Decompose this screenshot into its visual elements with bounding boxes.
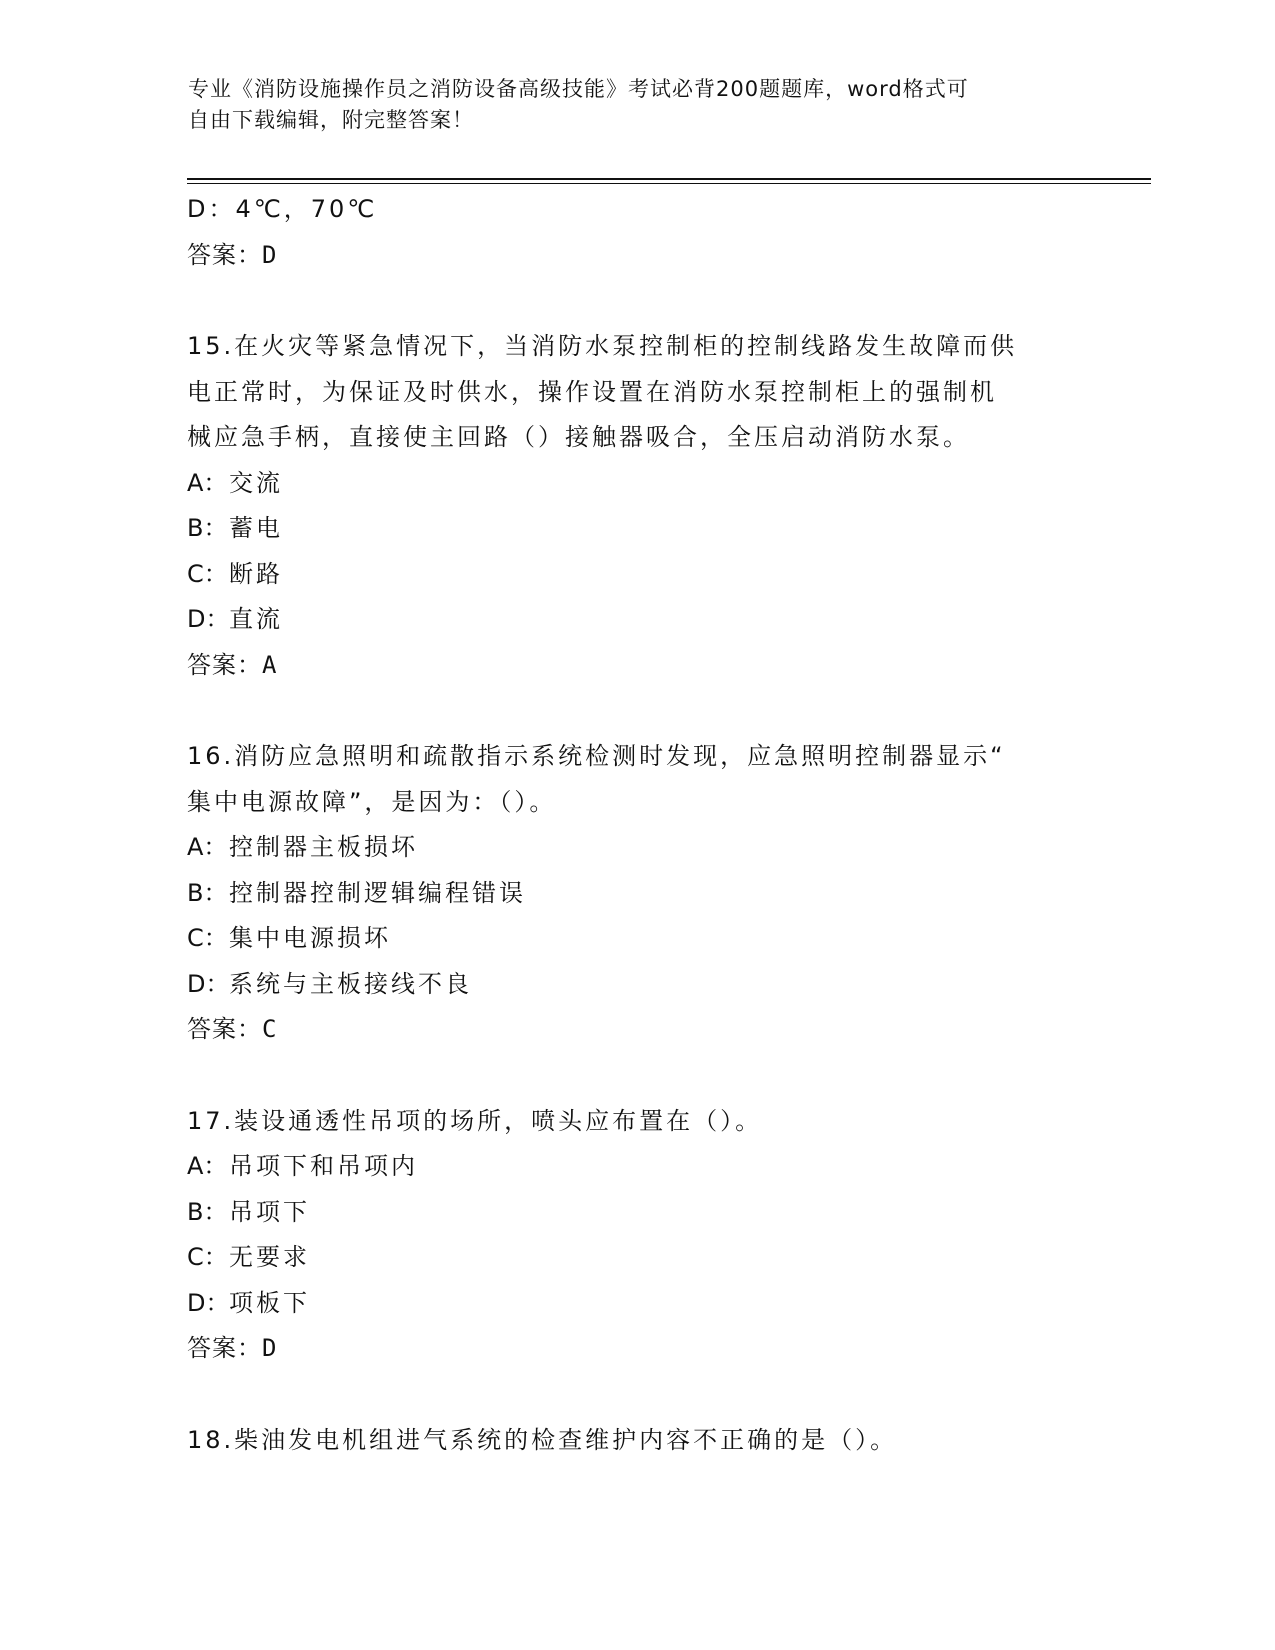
option-text: 集中电源损坏: [229, 924, 391, 952]
option-text: 直流: [229, 605, 283, 633]
question-16-line-2: 集中电源故障”，是因为：（）。: [187, 787, 557, 816]
question-15-option-b: [187, 506, 1087, 552]
question-15-option-d: [187, 597, 1087, 643]
option-text: 项板下: [229, 1288, 310, 1317]
question-17-option-d: [187, 1281, 1087, 1327]
document-body: [187, 187, 1087, 1463]
question-17-answer: 答案：D: [187, 1334, 278, 1362]
option-text: 交流: [229, 468, 283, 497]
question-15-option-c: [187, 552, 1087, 598]
option-label: A：: [187, 468, 228, 497]
option-label: D：: [187, 1288, 230, 1317]
option-text: 系统与主板接线不良: [229, 969, 472, 998]
question-15-option-a: [187, 461, 1087, 507]
option-text: 吊项下和吊项内: [229, 1152, 418, 1180]
prev-answer: 答案：D: [187, 240, 278, 269]
option-text: 蓄电: [229, 514, 283, 542]
spacer: [187, 278, 1087, 324]
question-17-option-b: [187, 1190, 1087, 1236]
header-line-2: 自由下载编辑，附完整答案！: [188, 108, 474, 132]
question-17-option-c: [187, 1235, 1087, 1281]
option-label: C：: [187, 559, 228, 588]
option-label: D：: [187, 969, 230, 998]
option-label: D：: [187, 605, 230, 633]
option-text: 控制器控制逻辑编程错误: [229, 878, 526, 907]
question-17-option-a: [187, 1144, 1087, 1190]
question-15: [187, 324, 1087, 688]
question-15-line-3: 械应急手柄，直接使主回路（）接触器吸合，全压启动消防水泵。: [187, 423, 970, 451]
spacer: [187, 1053, 1087, 1099]
prev-option-d: D：4℃，70℃: [187, 195, 378, 223]
question-16-option-d: [187, 962, 1087, 1008]
document-header: [188, 74, 1068, 136]
spacer: [187, 688, 1087, 734]
question-16-option-c: [187, 916, 1087, 962]
header-divider: [187, 178, 1151, 184]
question-16-option-a: [187, 825, 1087, 871]
option-text: 无要求: [229, 1243, 310, 1271]
option-label: A：: [187, 833, 228, 861]
question-16: [187, 734, 1087, 1053]
option-label: B：: [187, 1197, 228, 1226]
header-line-1: 专业《消防设施操作员之消防设备高级技能》考试必背200题题库，word格式可: [188, 77, 969, 101]
question-18: [187, 1418, 1087, 1464]
option-label: C：: [187, 1243, 228, 1271]
option-text: 吊项下: [229, 1197, 310, 1226]
option-text: 控制器主板损坏: [229, 833, 418, 861]
question-15-line-1: 15.在火灾等紧急情况下，当消防水泵控制柜的控制线路发生故障而供: [187, 332, 1018, 360]
question-18-line-1: 18.柴油发电机组进气系统的检查维护内容不正确的是（）。: [187, 1425, 898, 1454]
spacer: [187, 1372, 1087, 1418]
option-label: B：: [187, 878, 228, 907]
question-16-answer: 答案：C: [187, 1015, 278, 1043]
question-17: [187, 1099, 1087, 1372]
option-label: B：: [187, 514, 228, 542]
option-label: A：: [187, 1152, 228, 1180]
question-16-line-1: 16.消防应急照明和疏散指示系统检测时发现，应急照明控制器显示“: [187, 742, 1006, 770]
question-15-answer: 答案：A: [187, 650, 278, 679]
option-text: 断路: [229, 559, 283, 588]
option-label: C：: [187, 924, 228, 952]
question-16-option-b: [187, 871, 1087, 917]
question-17-line-1: 17.装设通透性吊项的场所，喷头应布置在（）。: [187, 1106, 763, 1135]
question-15-line-2: 电正常时，为保证及时供水，操作设置在消防水泵控制柜上的强制机: [187, 377, 997, 406]
